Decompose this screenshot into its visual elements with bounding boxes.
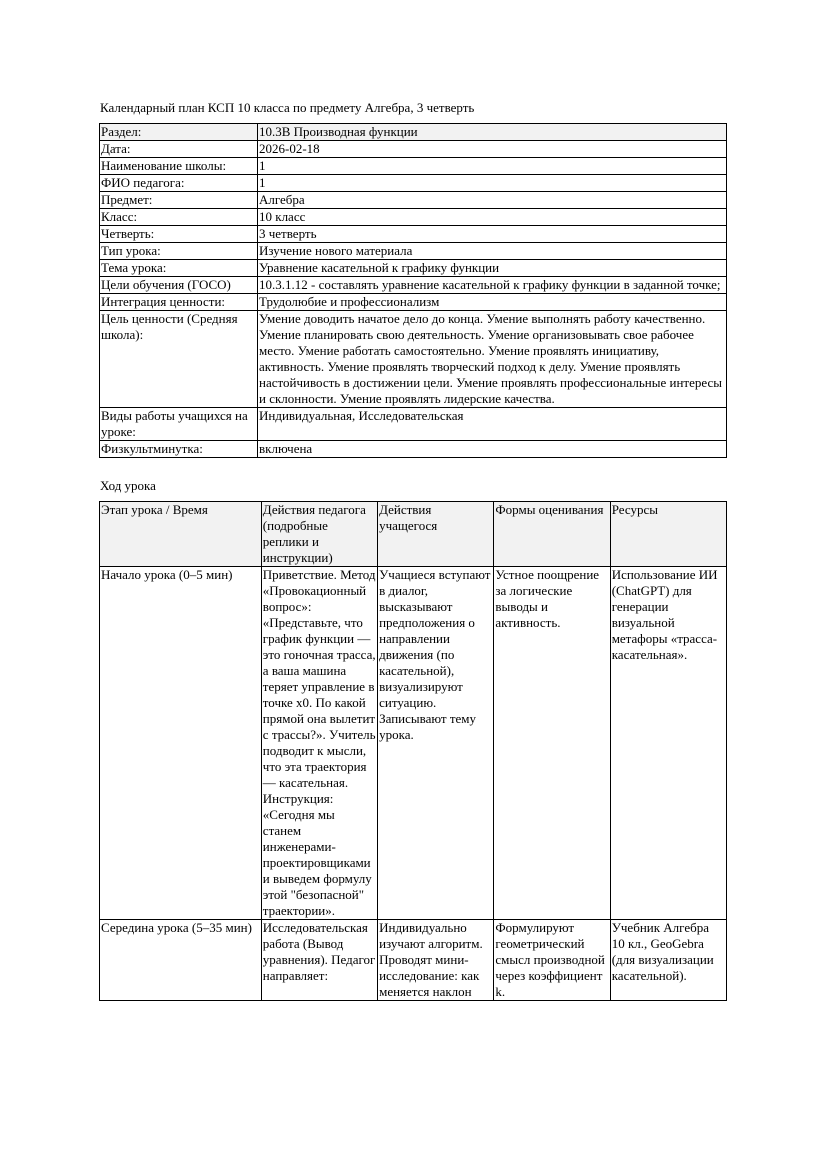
plan-row <box>100 920 727 1001</box>
info-label: Предмет: <box>100 192 258 209</box>
info-value: 1 <box>258 158 727 175</box>
lesson-plan-table <box>99 501 727 1001</box>
plan-cell: Индивидуально изучают алгоритм. Проводят мини-исследование: как меняется наклон <box>378 920 494 1001</box>
info-label: Цели обучения (ГОСО) <box>100 277 258 294</box>
lesson-info-table <box>99 123 727 458</box>
info-row <box>100 192 727 209</box>
info-label: Класс: <box>100 209 258 226</box>
plan-column-header: Действия учащегося <box>378 502 494 567</box>
info-value: Алгебра <box>258 192 727 209</box>
info-label: Раздел: <box>100 124 258 141</box>
plan-header-row <box>100 502 727 567</box>
plan-column-header: Этап урока / Время <box>100 502 262 567</box>
document-title: Календарный план КСП 10 класса по предмету Алгебра, 3 четверть <box>100 100 475 115</box>
info-label: Интеграция ценности: <box>100 294 258 311</box>
info-value: Уравнение касательной к графику функции <box>258 260 727 277</box>
info-label: ФИО педагога: <box>100 175 258 192</box>
info-row <box>100 408 727 441</box>
info-value: Умение доводить начатое дело до конца. Умение выполнять работу качественно. Умение планировать свою деятельность. Умение организовывать свое рабочее место. Умение работать самостоятельно. Умение проявлять инициативу, активность. Умение проявлять творческий подход к делу. Умение проявлять настойчивость в достижении цели. Умение проявлять профессиональные интересы и склонности. Умение проявлять лидерские качества. <box>258 311 727 408</box>
info-row <box>100 277 727 294</box>
plan-row <box>100 567 727 920</box>
plan-cell: Устное поощрение за логические выводы и активность. <box>494 567 610 920</box>
info-row <box>100 294 727 311</box>
plan-column-header: Действия педагога (подробные реплики и инструкции) <box>261 502 377 567</box>
info-label: Тип урока: <box>100 243 258 260</box>
plan-cell: Середина урока (5–35 мин) <box>100 920 262 1001</box>
info-label: Тема урока: <box>100 260 258 277</box>
info-row <box>100 175 727 192</box>
info-row <box>100 209 727 226</box>
info-value: Изучение нового материала <box>258 243 727 260</box>
info-label: Четверть: <box>100 226 258 243</box>
plan-cell: Начало урока (0–5 мин) <box>100 567 262 920</box>
info-value: Индивидуальная, Исследовательская <box>258 408 727 441</box>
plan-cell: Исследовательская работа (Вывод уравнения). Педагог направляет: <box>261 920 377 1001</box>
info-label: Дата: <box>100 141 258 158</box>
info-value: 2026-02-18 <box>258 141 727 158</box>
info-value: 10.3.1.12 - составлять уравнение касательной к графику функции в заданной точке; <box>258 277 727 294</box>
info-value: 1 <box>258 175 727 192</box>
plan-column-header: Ресурсы <box>610 502 726 567</box>
info-label: Физкультминутка: <box>100 441 258 458</box>
info-value: включена <box>258 441 727 458</box>
info-row <box>100 441 727 458</box>
info-row <box>100 124 727 141</box>
info-row <box>100 226 727 243</box>
info-row <box>100 243 727 260</box>
info-row <box>100 141 727 158</box>
plan-cell: Приветствие. Метод «Провокационный вопрос»: «Представьте, что график функции — это гоночная трасса, а ваша машина теряет управление в точке x0. По какой прямой она вылетит с трассы?». Учитель подводит к мысли, что эта траектория — касательная. Инструкция: «Сегодня мы станем инженерами-проектировщиками и выведем формулу этой "безопасной" траектории». <box>262 567 376 918</box>
info-label: Наименование школы: <box>100 158 258 175</box>
info-label: Виды работы учащихся на уроке: <box>100 408 258 441</box>
info-value: Трудолюбие и профессионализм <box>258 294 727 311</box>
info-row <box>100 311 727 408</box>
plan-column-header: Формы оценивания <box>494 502 610 567</box>
info-label: Цель ценности (Средняя школа): <box>100 311 258 408</box>
info-row <box>100 158 727 175</box>
plan-cell: Формулируют геометрический смысл производной через коэффициент k. <box>494 920 610 1001</box>
info-value: 10.3В Производная функции <box>258 124 727 141</box>
info-row <box>100 260 727 277</box>
info-value: 3 четверть <box>258 226 727 243</box>
plan-cell: Учебник Алгебра 10 кл., GeoGebra (для визуализации касательной). <box>610 920 726 1001</box>
info-value: 10 класс <box>258 209 727 226</box>
plan-cell: Использование ИИ (ChatGPT) для генерации визуальной метафоры «трасса-касательная». <box>610 567 726 920</box>
plan-cell: Учащиеся вступают в диалог, высказывают предположения о направлении движения (по касательной), визуализируют ситуацию. Записывают тему урока. <box>378 567 494 920</box>
lesson-progress-heading: Ход урока <box>100 478 156 493</box>
